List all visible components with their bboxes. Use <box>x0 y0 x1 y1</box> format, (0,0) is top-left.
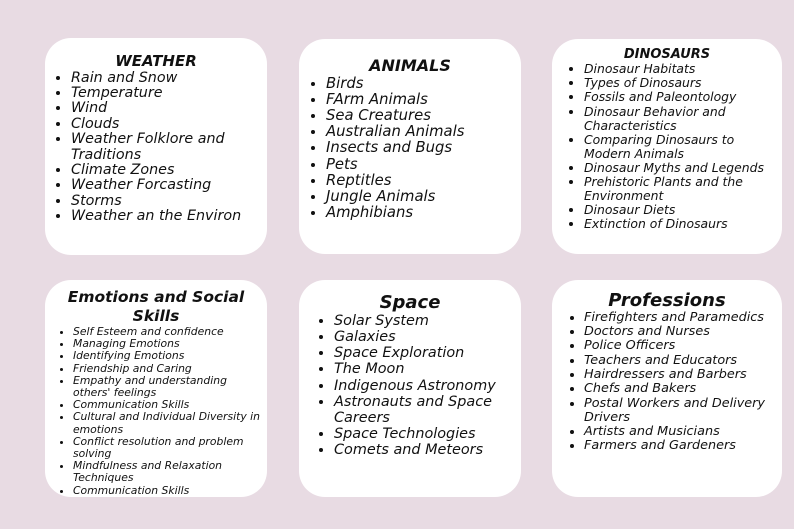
list-item: • Dinosaur Habitats <box>584 62 782 76</box>
list-item: • Birds <box>326 76 521 92</box>
list-item: • Mindfulness and Relaxation Techniques <box>73 460 267 484</box>
list-item: • Space Exploration <box>334 345 521 361</box>
card-emotions-social-skills <box>45 280 267 497</box>
topic-list <box>299 313 521 459</box>
list-item: • Sea Creatures <box>326 108 521 124</box>
list-item: • Firefighters and Paramedics <box>584 311 782 325</box>
list-item: • Communication Skills <box>73 399 267 411</box>
topic-list <box>552 311 782 454</box>
list-item: • Australian Animals <box>326 124 521 140</box>
list-item: • Comparing Dinosaurs to Modern Animals <box>584 133 782 161</box>
list-item: • Amphibians <box>326 205 521 221</box>
card-title: Professions <box>608 290 726 311</box>
list-item: • Insects and Bugs <box>326 140 521 156</box>
list-item: • Friendship and Caring <box>73 363 267 375</box>
list-item: • Jungle Animals <box>326 189 521 205</box>
list-item: • Self Esteem and confidence <box>73 326 267 338</box>
list-item: • Astronauts and Space Careers <box>334 394 521 426</box>
list-item: • Storms <box>71 194 267 209</box>
card-title: WEATHER <box>115 52 197 70</box>
list-item: • Prehistoric Plants and the Environment <box>584 175 782 203</box>
list-item: • Temperature <box>71 86 267 101</box>
list-item: • Postal Workers and Delivery Drivers <box>584 397 782 426</box>
list-item: • Weather Folklore and Traditions <box>71 132 267 163</box>
list-item: • Types of Dinosaurs <box>584 76 782 90</box>
list-item: • Wind <box>71 101 267 116</box>
topic-list <box>299 76 521 222</box>
card-title: ANIMALS <box>369 56 451 75</box>
list-item: • Comets and Meteors <box>334 442 521 458</box>
list-item: • Cultural and Individual Diversity in emotions <box>73 411 267 435</box>
card-space <box>299 280 521 497</box>
topic-list <box>45 71 267 225</box>
card-dinosaurs <box>552 39 782 254</box>
card-animals <box>299 39 521 254</box>
list-item: • Chefs and Bakers <box>584 382 782 396</box>
list-item: • Artists and Musicians <box>584 425 782 439</box>
list-item: • Dinosaur Myths and Legends <box>584 161 782 175</box>
list-item: • Dinosaur Diets <box>584 203 782 217</box>
list-item: • Pets <box>326 157 521 173</box>
list-item: • Farmers and Gardeners <box>584 439 782 453</box>
list-item: • Extinction of Dinosaurs <box>584 217 782 231</box>
list-item: • Teachers and Educators <box>584 354 782 368</box>
topic-list <box>552 62 782 231</box>
list-item: • Rain and Snow <box>71 71 267 86</box>
list-item: • Doctors and Nurses <box>584 325 782 339</box>
list-item: • Dinosaur Behavior and Characteristics <box>584 105 782 133</box>
card-title: Emotions and Social Skills <box>67 288 245 325</box>
list-item: • Reptitles <box>326 173 521 189</box>
list-item: • Space Technologies <box>334 426 521 442</box>
list-item: • FArm Animals <box>326 92 521 108</box>
list-item: • Galaxies <box>334 329 521 345</box>
list-item: • Hairdressers and Barbers <box>584 368 782 382</box>
list-item: • Conflict resolution and problem solving <box>73 436 267 460</box>
card-title: Space <box>379 292 441 313</box>
list-item: • The Moon <box>334 361 521 377</box>
list-item: • Weather an the Environ <box>71 209 267 224</box>
list-item: • Indigenous Astronomy <box>334 378 521 394</box>
list-item: • Weather Forcasting <box>71 178 267 193</box>
list-item: • Clouds <box>71 117 267 132</box>
list-item: • Climate Zones <box>71 163 267 178</box>
list-item: • Solar System <box>334 313 521 329</box>
card-title: DINOSAURS <box>623 47 711 62</box>
card-weather <box>45 38 267 255</box>
list-item: • Communication Skills <box>73 485 267 497</box>
list-item: • Identifying Emotions <box>73 350 267 362</box>
list-item: • Fossils and Paleontology <box>584 90 782 104</box>
list-item: • Empathy and understanding others' feelings <box>73 375 267 399</box>
topic-list <box>45 326 267 497</box>
card-professions <box>552 280 782 497</box>
list-item: • Police Officers <box>584 339 782 353</box>
list-item: • Managing Emotions <box>73 338 267 350</box>
